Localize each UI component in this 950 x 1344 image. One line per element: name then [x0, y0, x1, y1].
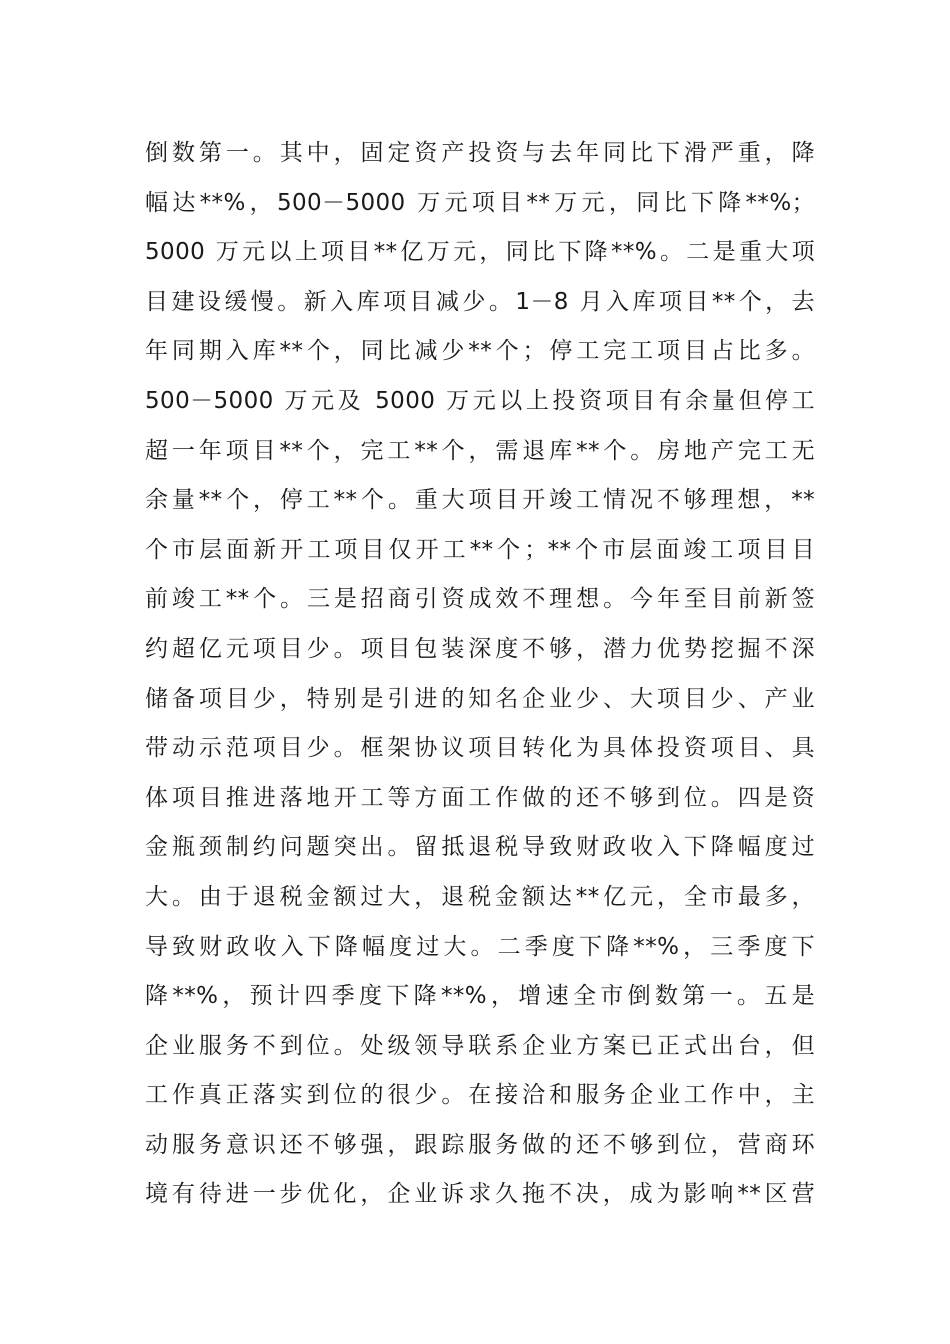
text-line: 动服务意识还不够强，跟踪服务做的还不够到位，营商环	[145, 1131, 815, 1158]
text-line: 余量**个，停工**个。重大项目开竣工情况不够理想，**	[145, 487, 815, 514]
body-paragraph	[145, 129, 815, 1220]
text-line: 储备项目少，特别是引进的知名企业少、大项目少、产业	[145, 685, 815, 712]
text-line: 导致财政收入下降幅度过大。二季度下降**%，三季度下	[145, 933, 815, 960]
text-line: 个市层面新开工项目仅开工**个；**个市层面竣工项目目	[145, 536, 815, 563]
text-line: 年同期入库**个，同比减少**个；停工完工项目占比多。	[145, 338, 815, 365]
text-line: 工作真正落实到位的很少。在接洽和服务企业工作中，主	[145, 1082, 815, 1109]
text-line: 前竣工**个。三是招商引资成效不理想。今年至目前新签	[145, 586, 815, 613]
text-line: 500－5000 万元及 5000 万元以上投资项目有余量但停工	[145, 387, 815, 414]
text-line: 超一年项目**个，完工**个，需退库**个。房地产完工无	[145, 437, 815, 464]
text-line: 金瓶颈制约问题突出。留抵退税导致财政收入下降幅度过	[145, 834, 815, 861]
text-line: 企业服务不到位。处级领导联系企业方案已正式出台，但	[145, 1032, 815, 1059]
text-line: 带动示范项目少。框架协议项目转化为具体投资项目、具	[145, 735, 815, 762]
text-line: 5000 万元以上项目**亿万元，同比下降**%。二是重大项	[145, 239, 815, 266]
text-line: 境有待进一步优化，企业诉求久拖不决，成为影响**区营	[145, 1181, 815, 1208]
text-line: 幅达**%，500－5000 万元项目**万元，同比下降**%；	[145, 189, 815, 216]
text-line: 大。由于退税金额过大，退税金额达**亿元，全市最多，	[145, 883, 815, 910]
text-line: 倒数第一。其中，固定资产投资与去年同比下滑严重，降	[145, 140, 815, 166]
text-line: 目建设缓慢。新入库项目减少。1－8 月入库项目**个，去	[145, 288, 815, 315]
text-line: 约超亿元项目少。项目包装深度不够，潜力优势挖掘不深	[145, 635, 815, 662]
text-line: 降**%，预计四季度下降**%，增速全市倒数第一。五是	[145, 983, 815, 1010]
text-line: 体项目推进落地开工等方面工作做的还不够到位。四是资	[145, 784, 815, 811]
